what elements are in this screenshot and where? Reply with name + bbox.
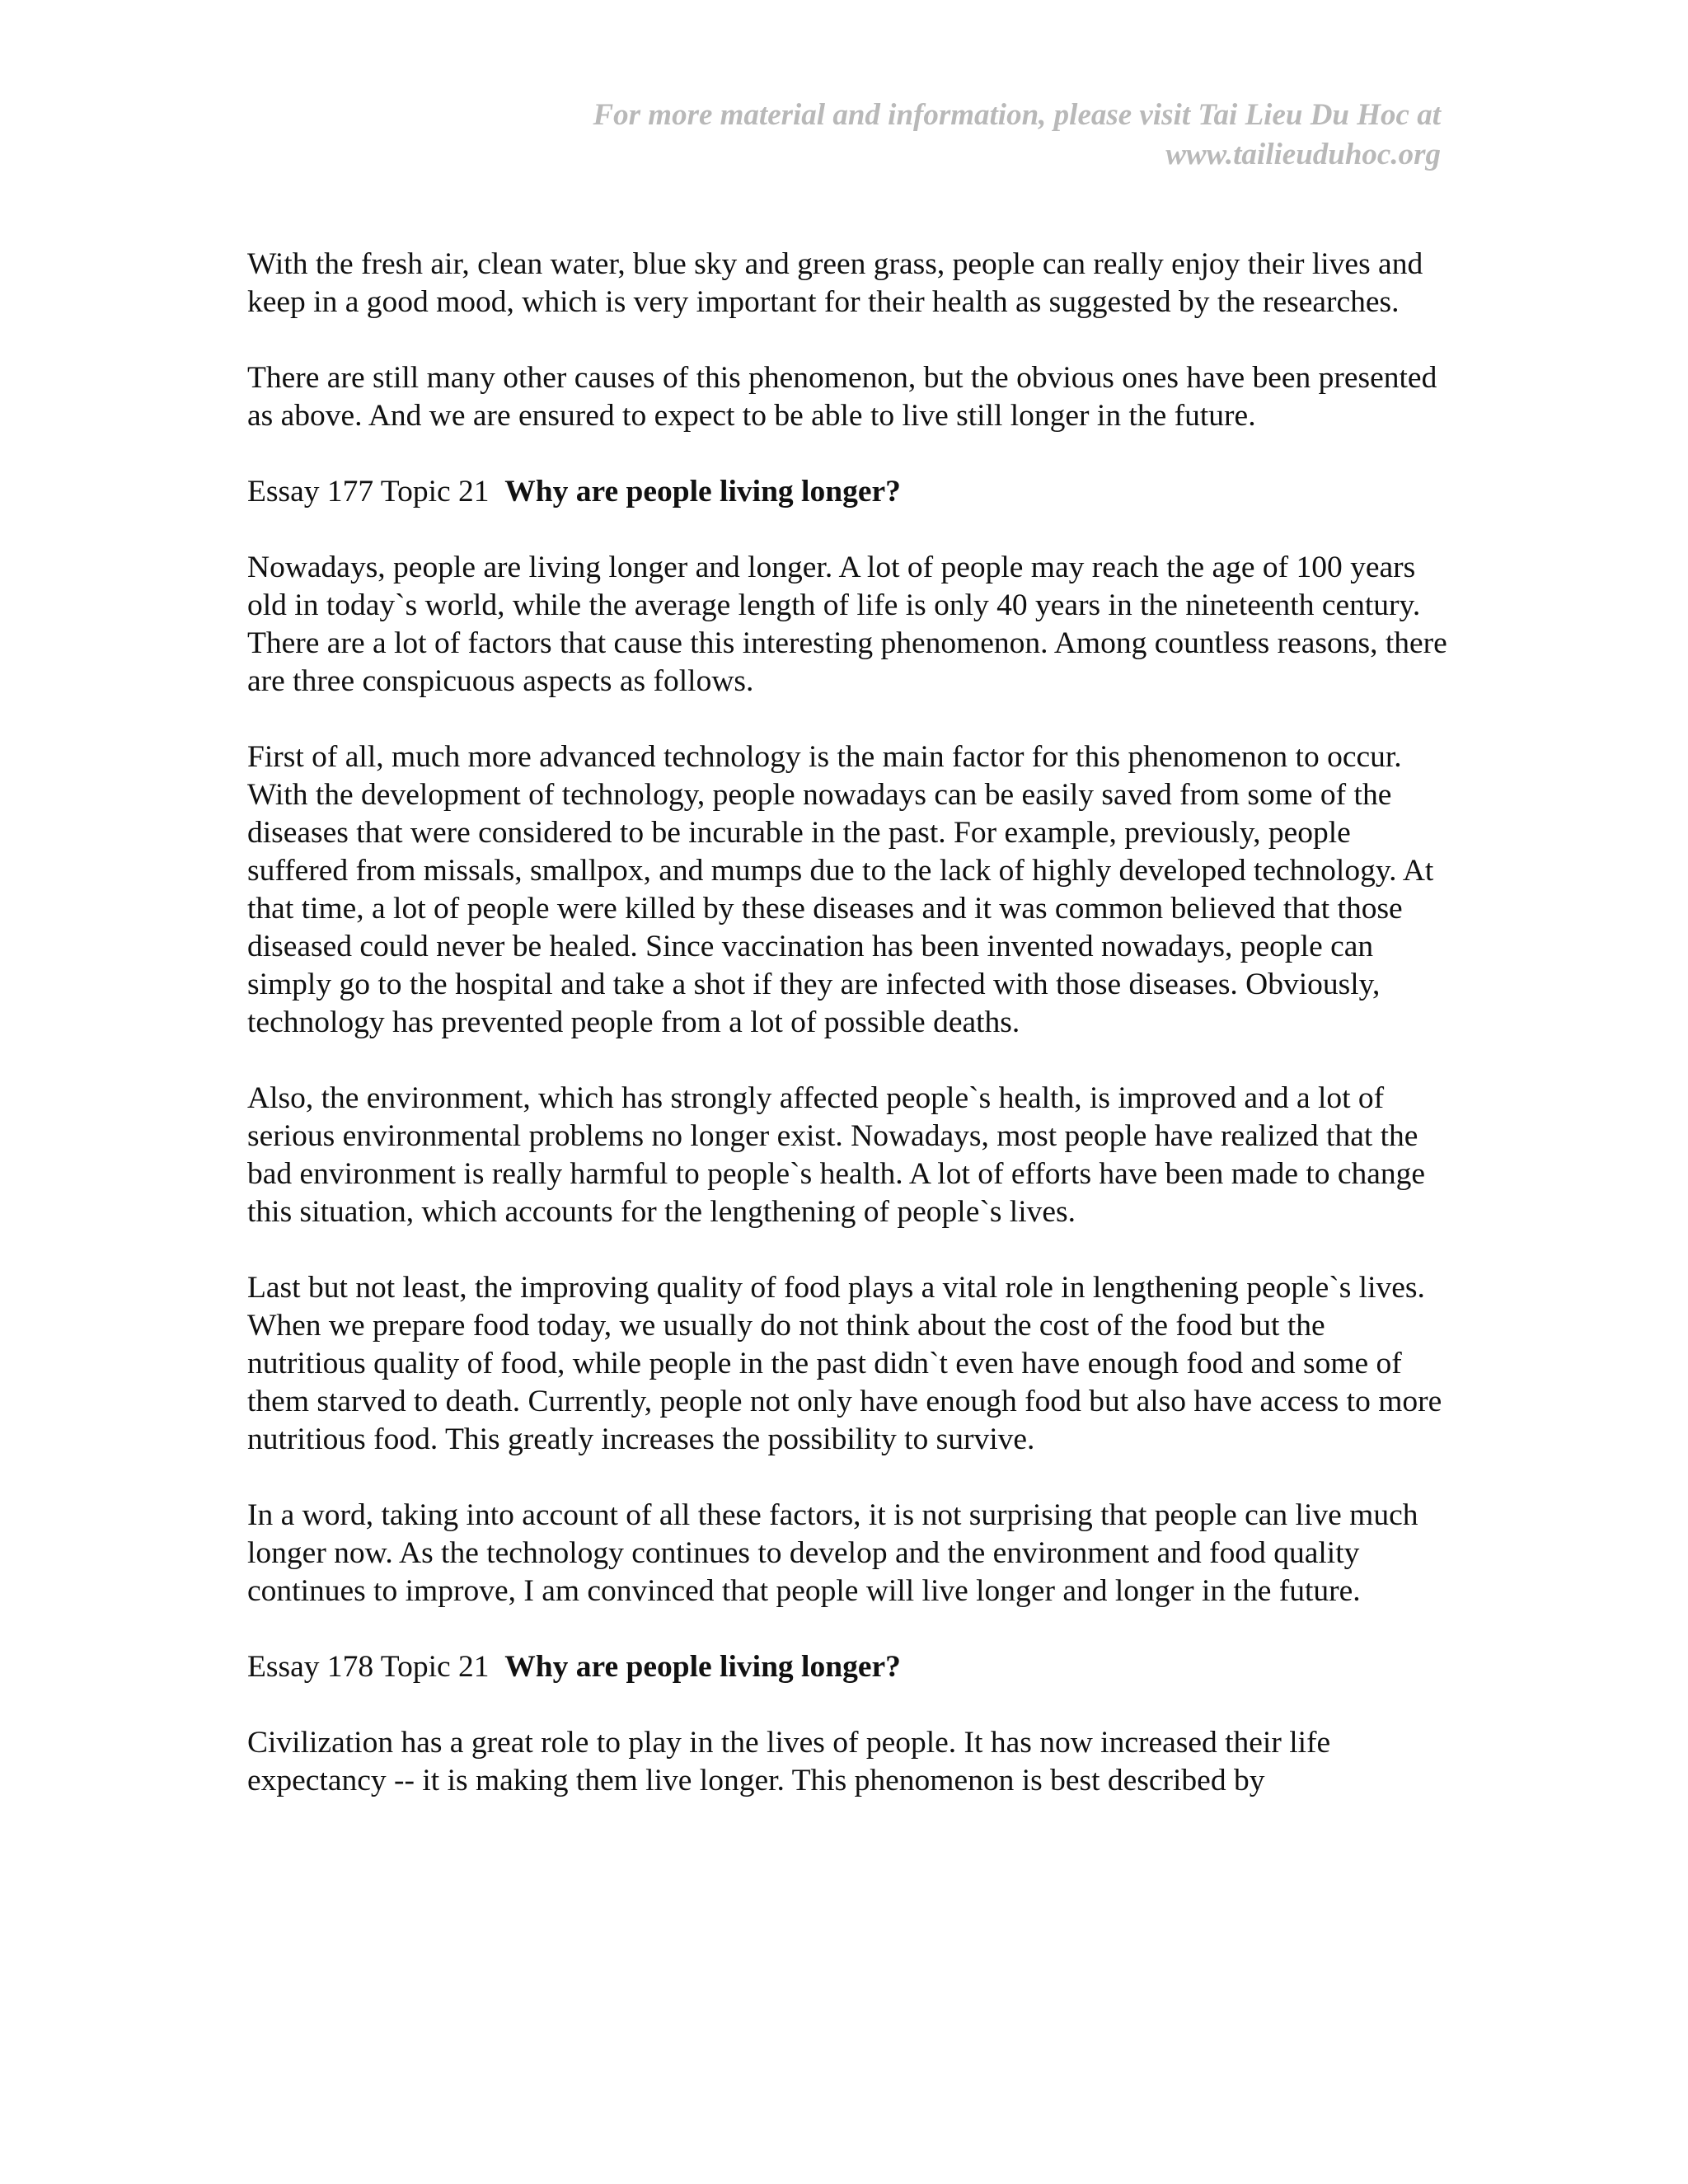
document-body: [247, 246, 1451, 1838]
header-line-1: For more material and information, please visit Tai Lieu Du Hoc at: [593, 98, 1441, 132]
header-line-2: www.tailieuduhoc.org: [1165, 138, 1441, 171]
essay-label: Essay 177 Topic 21: [247, 475, 490, 509]
paragraph: Last but not least, the improving quality of food plays a vital role in lengthening people`s lives. When we prepare food today, we usually do not think about the cost of the food but the nutritious quality of food, while people in the past didn`t even have enough food and some of them starved to death. Currently, people not only have enough food but also have access to more nutritious food. This greatly increases the possibility to survive.: [247, 1271, 1442, 1456]
paragraph: With the fresh air, clean water, blue sky and green grass, people can really enjoy their lives and keep in a good mood, which is very important for their health as suggested by the researches.: [247, 247, 1423, 319]
paragraph: There are still many other causes of this phenomenon, but the obvious ones have been presented as above. And we are ensured to expect to be able to live still longer in the future.: [247, 361, 1437, 433]
essay-heading-178: [247, 1648, 1451, 1686]
essay-title: Why are people living longer?: [504, 475, 901, 509]
page-header: [452, 96, 1441, 175]
essay-heading-177: [247, 473, 1451, 511]
paragraph: In a word, taking into account of all these factors, it is not surprising that people can live much longer now. As the technology continues to develop and the environment and food quality continues to improve, I am convinced that people will live longer and longer in the future.: [247, 1498, 1418, 1608]
essay-label: Essay 178 Topic 21: [247, 1650, 490, 1684]
paragraph: Also, the environment, which has strongly affected people`s health, is improved and a lot of serious environmental problems no longer exist. Nowadays, most people have realized that the bad environment is really harmful to people`s health. A lot of efforts have been made to change this situation, which accounts for the lengthening of people`s lives.: [247, 1081, 1426, 1229]
paragraph: First of all, much more advanced technology is the main factor for this phenomenon to occur. With the development of technology, people nowadays can be easily saved from some of the diseases that were considered to be incurable in the past. For example, previously, people suffered from missals, smallpox, and mumps due to the lack of highly developed technology. At that time, a lot of people were killed by these diseases and it was common believed that those diseased could never be healed. Since vaccination has been invented nowadays, people can simply go to the hospital and take a shot if they are infected with those diseases. Obviously, technology has prevented people from a lot of possible deaths.: [247, 740, 1434, 1039]
paragraph: Civilization has a great role to play in the lives of people. It has now increased their life expectancy -- it is making them live longer. This phenomenon is best described by: [247, 1726, 1331, 1797]
essay-title: Why are people living longer?: [504, 1650, 901, 1684]
paragraph: Nowadays, people are living longer and longer. A lot of people may reach the age of 100 years old in today`s world, while the average length of life is only 40 years in the nineteenth century. There are a lot of factors that cause this interesting phenomenon. Among countless reasons, there are three conspicuous aspects as follows.: [247, 551, 1447, 698]
